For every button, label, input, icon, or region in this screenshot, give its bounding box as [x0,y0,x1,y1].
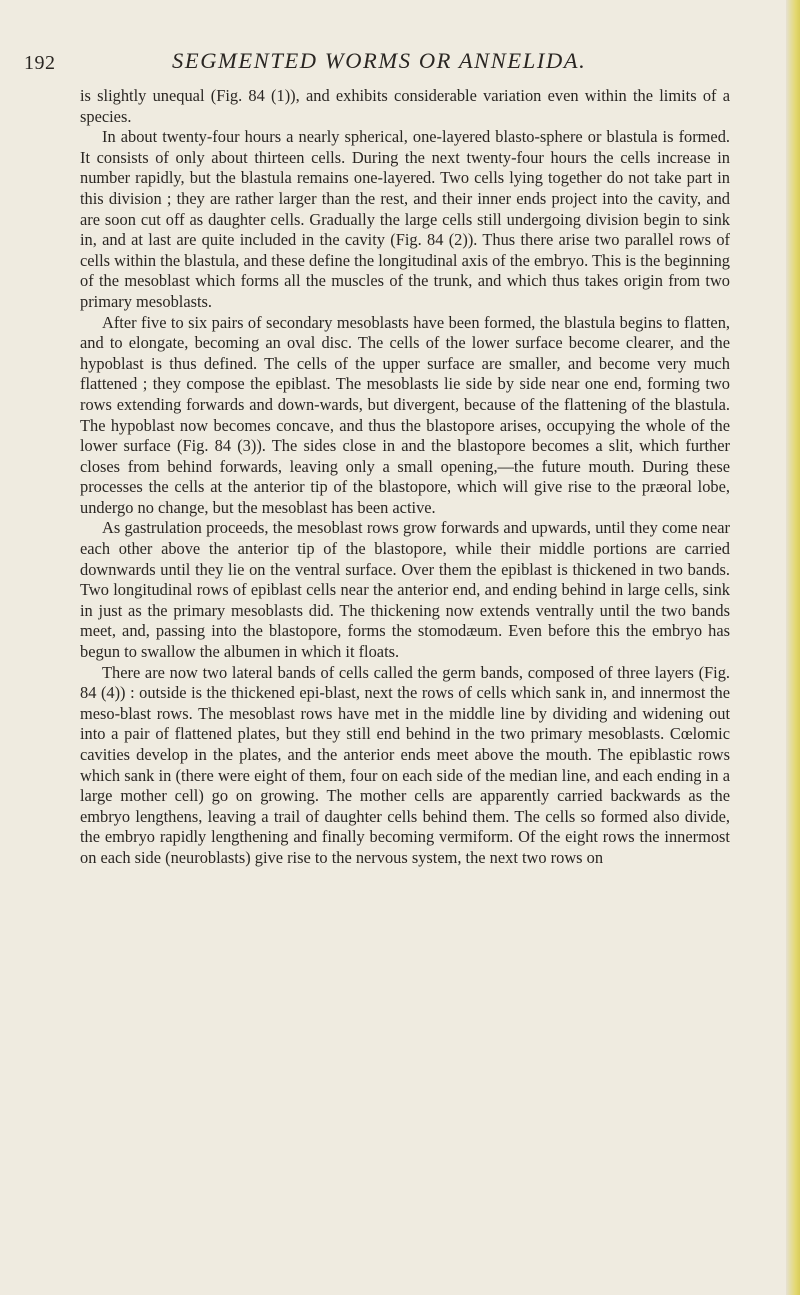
paragraph: After five to six pairs of secondary mesoblasts have been formed, the blastula begins to flatten, and to elongate, becoming an oval disc. The cells of the lower surface become clearer, and the hypoblast is thus defined. The cells of the upper surface are smaller, and become very much flattened ; they compose the epiblast. The mesoblasts lie side by side near one end, forming two rows extending forwards and down-wards, but divergent, because of the flattening of the blastula. The hypoblast now becomes concave, and thus the blastopore arises, occupying the whole of the lower surface (Fig. 84 (3)). The sides close in and the blastopore becomes a slit, which further closes from behind forwards, leaving only a small opening,—the future mouth. During these processes the cells at the anterior tip of the blastopore, which will give rise to the præoral lobe, undergo no change, but the mesoblast has been active. [80,312,730,517]
running-title: SEGMENTED WORMS OR ANNELIDA. [172,48,587,73]
paragraph: In about twenty-four hours a nearly spherical, one-layered blasto-sphere or blastula is formed. It consists of only about thirteen cells. During the next twenty-four hours the cells increase in number rapidly, but the blastula remains one-layered. Two cells lying together do not take part in this division ; they are rather larger than the rest, and their inner ends project into the cavity, and are soon cut off as daughter cells. Gradually the large cells still undergoing division begin to sink in, and at last are quite included in the cavity (Fig. 84 (2)). Thus there arise two parallel rows of cells within the blastula, and these define the longitudinal axis of the embryo. This is the beginning of the mesoblast which forms all the muscles of the trunk, and which thus takes origin from two primary mesoblasts. [80,127,730,311]
page-number: 192 [24,52,56,74]
body-text [80,86,730,869]
paragraph: There are now two lateral bands of cells called the germ bands, composed of three layers (Fig. 84 (4)) : outside is the thickened epi-blast, next the rows of cells which sank in, and innermost the meso-blast rows. The mesoblast rows have met in the middle line by dividing and widening out into a pair of flattened plates, but they still end behind in the two primary mesoblasts. Cœlomic cavities develop in the plates, and the anterior ends meet above the mouth. The epiblastic rows which sank in (there were eight of them, four on each side of the median line, and each ending in a large mother cell) go on growing. The mother cells are apparently carried backwards as the embryo lengthens, leaving a trail of daughter cells behind them. The cells so formed also divide, the embryo rapidly lengthening and finally becoming vermiform. Of the eight rows the innermost on each side (neuroblasts) give rise to the nervous system, the next two rows on [80,662,730,867]
page-edge [786,0,800,1295]
paragraph: As gastrulation proceeds, the mesoblast rows grow forwards and upwards, until they come near each other above the anterior tip of the blastopore, while their middle portions are carried downwards until they lie on the ventral surface. Over them the epiblast is thickened in two bands. Two longitudinal rows of epiblast cells near the anterior end, and ending behind in large cells, sink in just as the primary mesoblasts did. The thickening now extends ventrally until the two bands meet, and, passing into the blastopore, forms the stomodæum. Even before this the embryo has begun to swallow the albumen in which it floats. [80,518,730,662]
page-header [0,38,800,78]
paragraph: is slightly unequal (Fig. 84 (1)), and exhibits considerable variation even within the limits of a species. [80,86,730,126]
